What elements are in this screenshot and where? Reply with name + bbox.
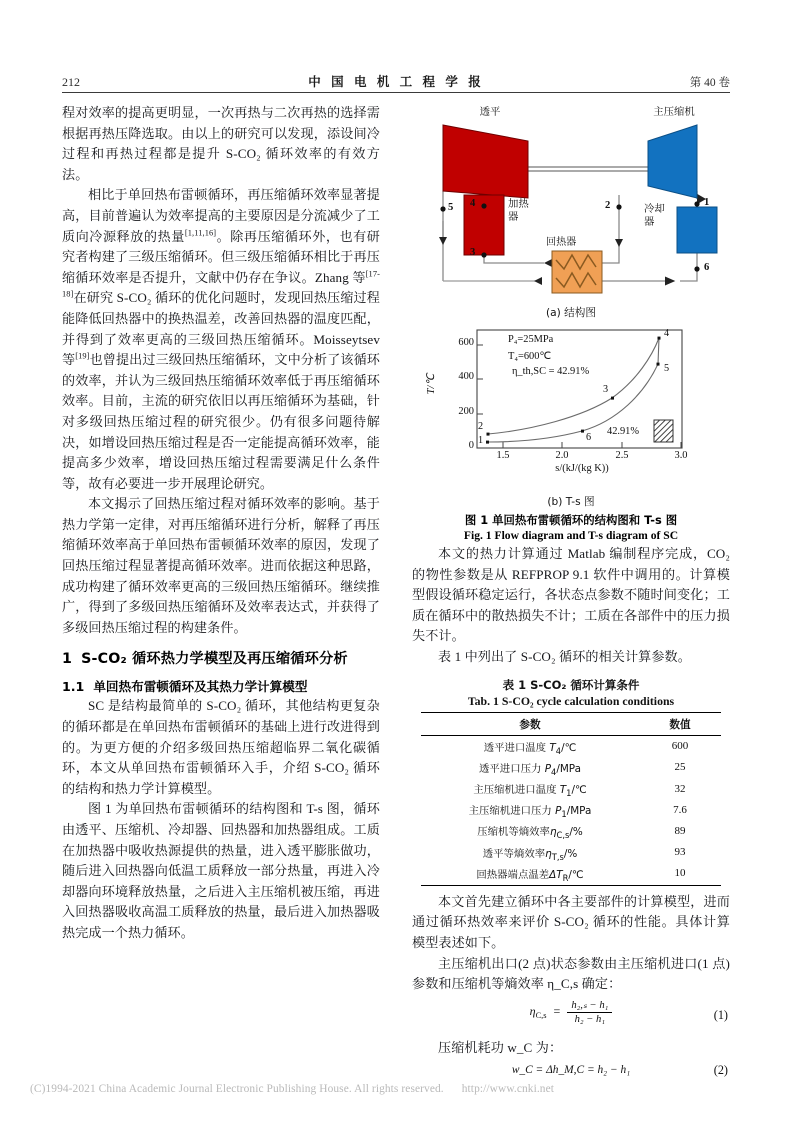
footer-url[interactable]: http://www.cnki.net — [461, 1083, 555, 1095]
cell-value: 600 — [671, 740, 689, 753]
table-caption-cn: 表 1 S-CO₂ 循环计算条件 — [502, 677, 640, 692]
subfigure-caption-b: (b) T-s 图 — [547, 496, 595, 508]
flow-diagram — [412, 103, 730, 305]
y-tick-0: 0 — [468, 440, 474, 451]
flow-diagram-svg — [412, 103, 730, 303]
cell-param: 主压缩机进口温度 $T_1/℃$ — [473, 784, 587, 799]
table-caption-en: Tab. 1 S-CO₂ cycle calculation conditions — [467, 693, 675, 708]
table-header-row — [421, 712, 721, 735]
node-label-1: 1 — [704, 197, 710, 208]
cooler-label: 冷却器 — [644, 203, 665, 228]
paragraph-5: 图 1 为单回热布雷顿循环的结构图和 T-s 图，循环由透平、压缩机、冷却器、回热器和加热器组成。工质在加热器中吸收热源提供的热量，进入透平膨胀做功，随后进入回热器向低温工质释放一部分热量，再进入冷却器向环境释放热量，之后进入主压缩机被压缩，再进入回热器吸收高温工质释放的热量，最后进入加热器吸热完成一个热力循环。 — [62, 801, 380, 940]
node-dot-6 — [694, 266, 699, 271]
eq1-lhs: η — [529, 1003, 536, 1018]
y-tick-600: 600 — [458, 337, 474, 348]
point-label-3: 3 — [603, 384, 609, 395]
ts-diagram — [412, 322, 730, 494]
arrow-left-bottom — [534, 277, 542, 285]
table-row — [421, 799, 721, 820]
node-label-5: 5 — [448, 202, 454, 213]
subsection-number: 1.1 — [62, 679, 85, 695]
turbine-label: 透平 — [479, 106, 501, 118]
page-number: 212 — [62, 75, 80, 89]
main-compressor-label: 主压缩机 — [653, 106, 695, 118]
cell-param: 压缩机等熵效率$\eta_{C,s}/\%$ — [477, 826, 583, 841]
journal-title: 中 国 电 机 工 程 学 报 — [308, 74, 484, 89]
cell-value: 25 — [674, 761, 686, 774]
table-row — [421, 735, 721, 757]
efficiency-swatch — [654, 420, 673, 442]
paragraph-4: SC 是结构最简单的 S-CO₂ 循环，其他结构更复杂的循环都是在单回热布雷顿循环的基础上进行改进得到的。为更方便的介绍多级回热压缩超临界二氧化碳循环，本文从单回热布雷顿循环入手，介绍 S-CO₂ 循环的结构和热力学计算模型。 — [62, 698, 380, 796]
x-axis-label: s/(kJ/(kg K)) — [555, 463, 609, 474]
figure-1 — [412, 103, 730, 542]
section-heading-1-1 — [62, 676, 380, 695]
right-paragraph-2: 表 1 中列出了 S-CO₂ 循环的相关计算参数。 — [438, 648, 691, 664]
section-heading-1 — [62, 648, 380, 668]
point-label-1: 1 — [478, 435, 484, 446]
heater-label: 加热器 — [508, 198, 529, 223]
equation-1-number: (1) — [713, 1007, 728, 1022]
running-head — [62, 68, 730, 90]
cell-param: 透平进口压力 $P_4$/MPa — [479, 762, 581, 777]
citation-ref-2: [17-18] — [62, 269, 380, 299]
table-1 — [421, 712, 721, 886]
subfigure-caption-a: (a) 结构图 — [546, 307, 596, 319]
x-tick-3: 2.5 — [615, 450, 629, 461]
cell-param: 透平等熵效率$\eta_{T,s}/\%$ — [482, 847, 578, 862]
node-dot-5 — [440, 206, 445, 211]
cell-value: 93 — [674, 846, 686, 859]
arrow-left-recup — [544, 259, 552, 267]
right-column — [412, 103, 730, 1087]
node-dot-3 — [481, 252, 486, 257]
citation-ref-1: [1,11,16] — [184, 228, 217, 238]
point-label-4: 4 — [664, 328, 670, 339]
cell-value: 89 — [674, 824, 686, 837]
x-tick-4: 3.0 — [674, 450, 688, 461]
cell-value: 32 — [674, 782, 686, 795]
right-paragraph-1: 本文的热力计算通过 Matlab 编制程序完成，CO₂ 的物性参数是从 REFPROP 9.1 软件中调用的。计算模型假设循环稳定运行，各状态点参数不随时间变化；工质在循环中的散热损失不计；工质在各部件中的压力损失不计。 — [412, 546, 730, 644]
node-label-6: 6 — [704, 262, 710, 273]
subsection-title: 单回热布雷顿循环及其热力学计算模型 — [93, 679, 308, 695]
eq1-fraction — [567, 999, 612, 1025]
node-label-2: 2 — [605, 200, 611, 211]
datapoint-2 — [487, 433, 490, 436]
footer — [30, 1083, 763, 1095]
chart-plot-area — [477, 330, 682, 448]
eq1-denominator: h₂ − h₁ — [574, 1013, 606, 1025]
cell-param: 回热器端点温差$\Delta T_R/℃$ — [421, 863, 639, 886]
volume-label: 第 40 卷 — [689, 77, 730, 89]
datapoint-3 — [611, 397, 614, 400]
datapoint-6 — [581, 430, 584, 433]
y-tick-200: 200 — [458, 406, 474, 417]
main-compressor-shape — [648, 125, 697, 198]
y-tick-400: 400 — [458, 371, 474, 382]
equation-2-row — [412, 1062, 730, 1084]
column-header-value: 数值 — [639, 712, 721, 735]
section-title: S-CO₂ 循环热力学模型及再压缩循环分析 — [81, 651, 348, 668]
table-row — [421, 820, 721, 841]
table-row — [421, 842, 721, 863]
cell-value: 10 — [639, 863, 721, 886]
node-label-4: 4 — [470, 198, 476, 209]
node-label-3: 3 — [470, 247, 476, 258]
table-row — [421, 757, 721, 778]
left-column — [62, 103, 380, 944]
citation-ref-3: [19] — [75, 351, 90, 361]
paragraph-1: 程对效率的提高更明显，一次再热与二次再热的选择需根据再热压降选取。由以上的研究可以发现，添设间冷过程和再热过程都是提升 S-CO₂ 循环效率的有效方法。 — [62, 105, 380, 182]
eq1-numerator: h₂,ₛ − h₁ — [567, 999, 612, 1013]
equation-1-row — [412, 999, 730, 1035]
node-dot-1 — [694, 201, 699, 206]
cell-param: 透平进口温度 $T_4/℃$ — [483, 741, 577, 756]
table-row — [421, 778, 721, 799]
cooler-shape — [677, 207, 717, 253]
annotation-p4: P₄=25MPa — [508, 334, 554, 345]
figure-caption-cn: 图 1 单回热布雷顿循环的结构图和 T-s 图 — [464, 513, 678, 527]
arrow-down-5 — [439, 237, 447, 245]
paragraph-3: 本文揭示了回热压缩过程对循环效率的影响。基于热力学第一定律，对再压缩循环进行分析，解释了再压缩循环效率高于单回热布雷顿循环效率的原因，发现了回热压缩过程显著提高循环效率。进而依据这种思路，成功构建了循环效率更高的三级回热压缩循环。继续推广，得到了多级回热压缩循环及效率表达式，并获得了多级回热压缩过程的构建条件。 — [62, 496, 380, 635]
point-label-2: 2 — [478, 421, 484, 432]
node-dot-4 — [481, 203, 486, 208]
recuperator-label: 回热器 — [546, 237, 577, 248]
y-axis-label: T/℃ — [426, 373, 437, 395]
header-rule — [62, 92, 730, 93]
column-header-param: 参数 — [421, 712, 639, 735]
paragraph-2: 相比于单回热布雷顿循环，再压缩循环效率显著提高，目前普遍认为效率提高的主要原因是分流减少了工质向冷源释放的热量[1,11,16]。除再压缩循环外，也有研究者构建了三级压缩循环。但三级压缩循环相比于再压缩循环效率是否提升，文献中仍存在争议。Zhang 等[17-18]在研究 S-CO₂ 循环的优化问题时，发现回热压缩过程能降低回热器中的换热温差，改善回热器的温度匹配，并得到了效率更高的三级回热压缩循环。Moisseytsev 等[19]也曾提出过三级回热压缩循环，文中分析了该循环的效率，并认为三级回热压缩循环效率低于再压缩循环效率。目前，主流的研究依旧以再压缩循环为基础，针对多级回热压缩过程的研究很少。仍有很多问题待解决，如增设回热压缩过程是否一定能提高循环效率，能提高多少效率，增设回热压缩过程需要满足什么条件等，故有必要进一步开展理论研究。 — [62, 187, 380, 491]
turbine-shape — [443, 125, 528, 198]
point-label-5: 5 — [664, 363, 670, 374]
point-label-6: 6 — [586, 432, 592, 443]
equation-2-number: (2) — [713, 1063, 728, 1078]
datapoint-5 — [657, 363, 660, 366]
table-row — [421, 863, 721, 886]
right-paragraph-5: 压缩机耗功 w_C 为： — [438, 1039, 563, 1055]
node-dot-2 — [616, 204, 621, 209]
cell-value: 7.6 — [673, 803, 687, 816]
section-number: 1 — [62, 651, 73, 668]
x-tick-2: 2.0 — [555, 450, 569, 461]
efficiency-legend-label: 42.91% — [607, 426, 640, 437]
equation-2: w_C = Δh_M,C = h₂ − h₁ — [511, 1064, 631, 1077]
equation-1: $\eta_{C,s}$ = $\frac{\text{h₂,ₛ − h₁}}{\text{h₂ − h₁}}$ — [412, 999, 730, 1025]
arrow-down-2 — [615, 239, 623, 247]
figure-caption-en: Fig. 1 Flow diagram and T-s diagram of SC — [463, 529, 679, 542]
recuperator-shape — [552, 251, 602, 293]
right-paragraph-4: 主压缩机出口(2 点)状态参数由主压缩机进口(1 点)参数和压缩机等熵效率 η_C,s 确定： — [412, 955, 730, 992]
annotation-eta: η_th,SC = 42.91% — [512, 366, 590, 377]
table-body — [421, 735, 721, 885]
datapoint-4 — [658, 337, 661, 340]
right-paragraph-3: 本文首先建立循环中各主要部件的计算模型，进而通过循环热效率来评价 S-CO₂ 循环的性能。具体计算模型表述如下。 — [412, 893, 730, 950]
datapoint-1 — [486, 441, 489, 444]
annotation-t4: T₄=600℃ — [508, 351, 552, 362]
x-tick-1: 1.5 — [496, 450, 510, 461]
eq1-lhs-sub: C,s — [535, 1010, 547, 1020]
footer-copyright: (C)1994-2021 China Academic Journal Electronic Publishing House. All rights reserved. — [30, 1083, 444, 1095]
cell-param: 主压缩机进口压力 $P_1$/MPa — [468, 805, 592, 820]
